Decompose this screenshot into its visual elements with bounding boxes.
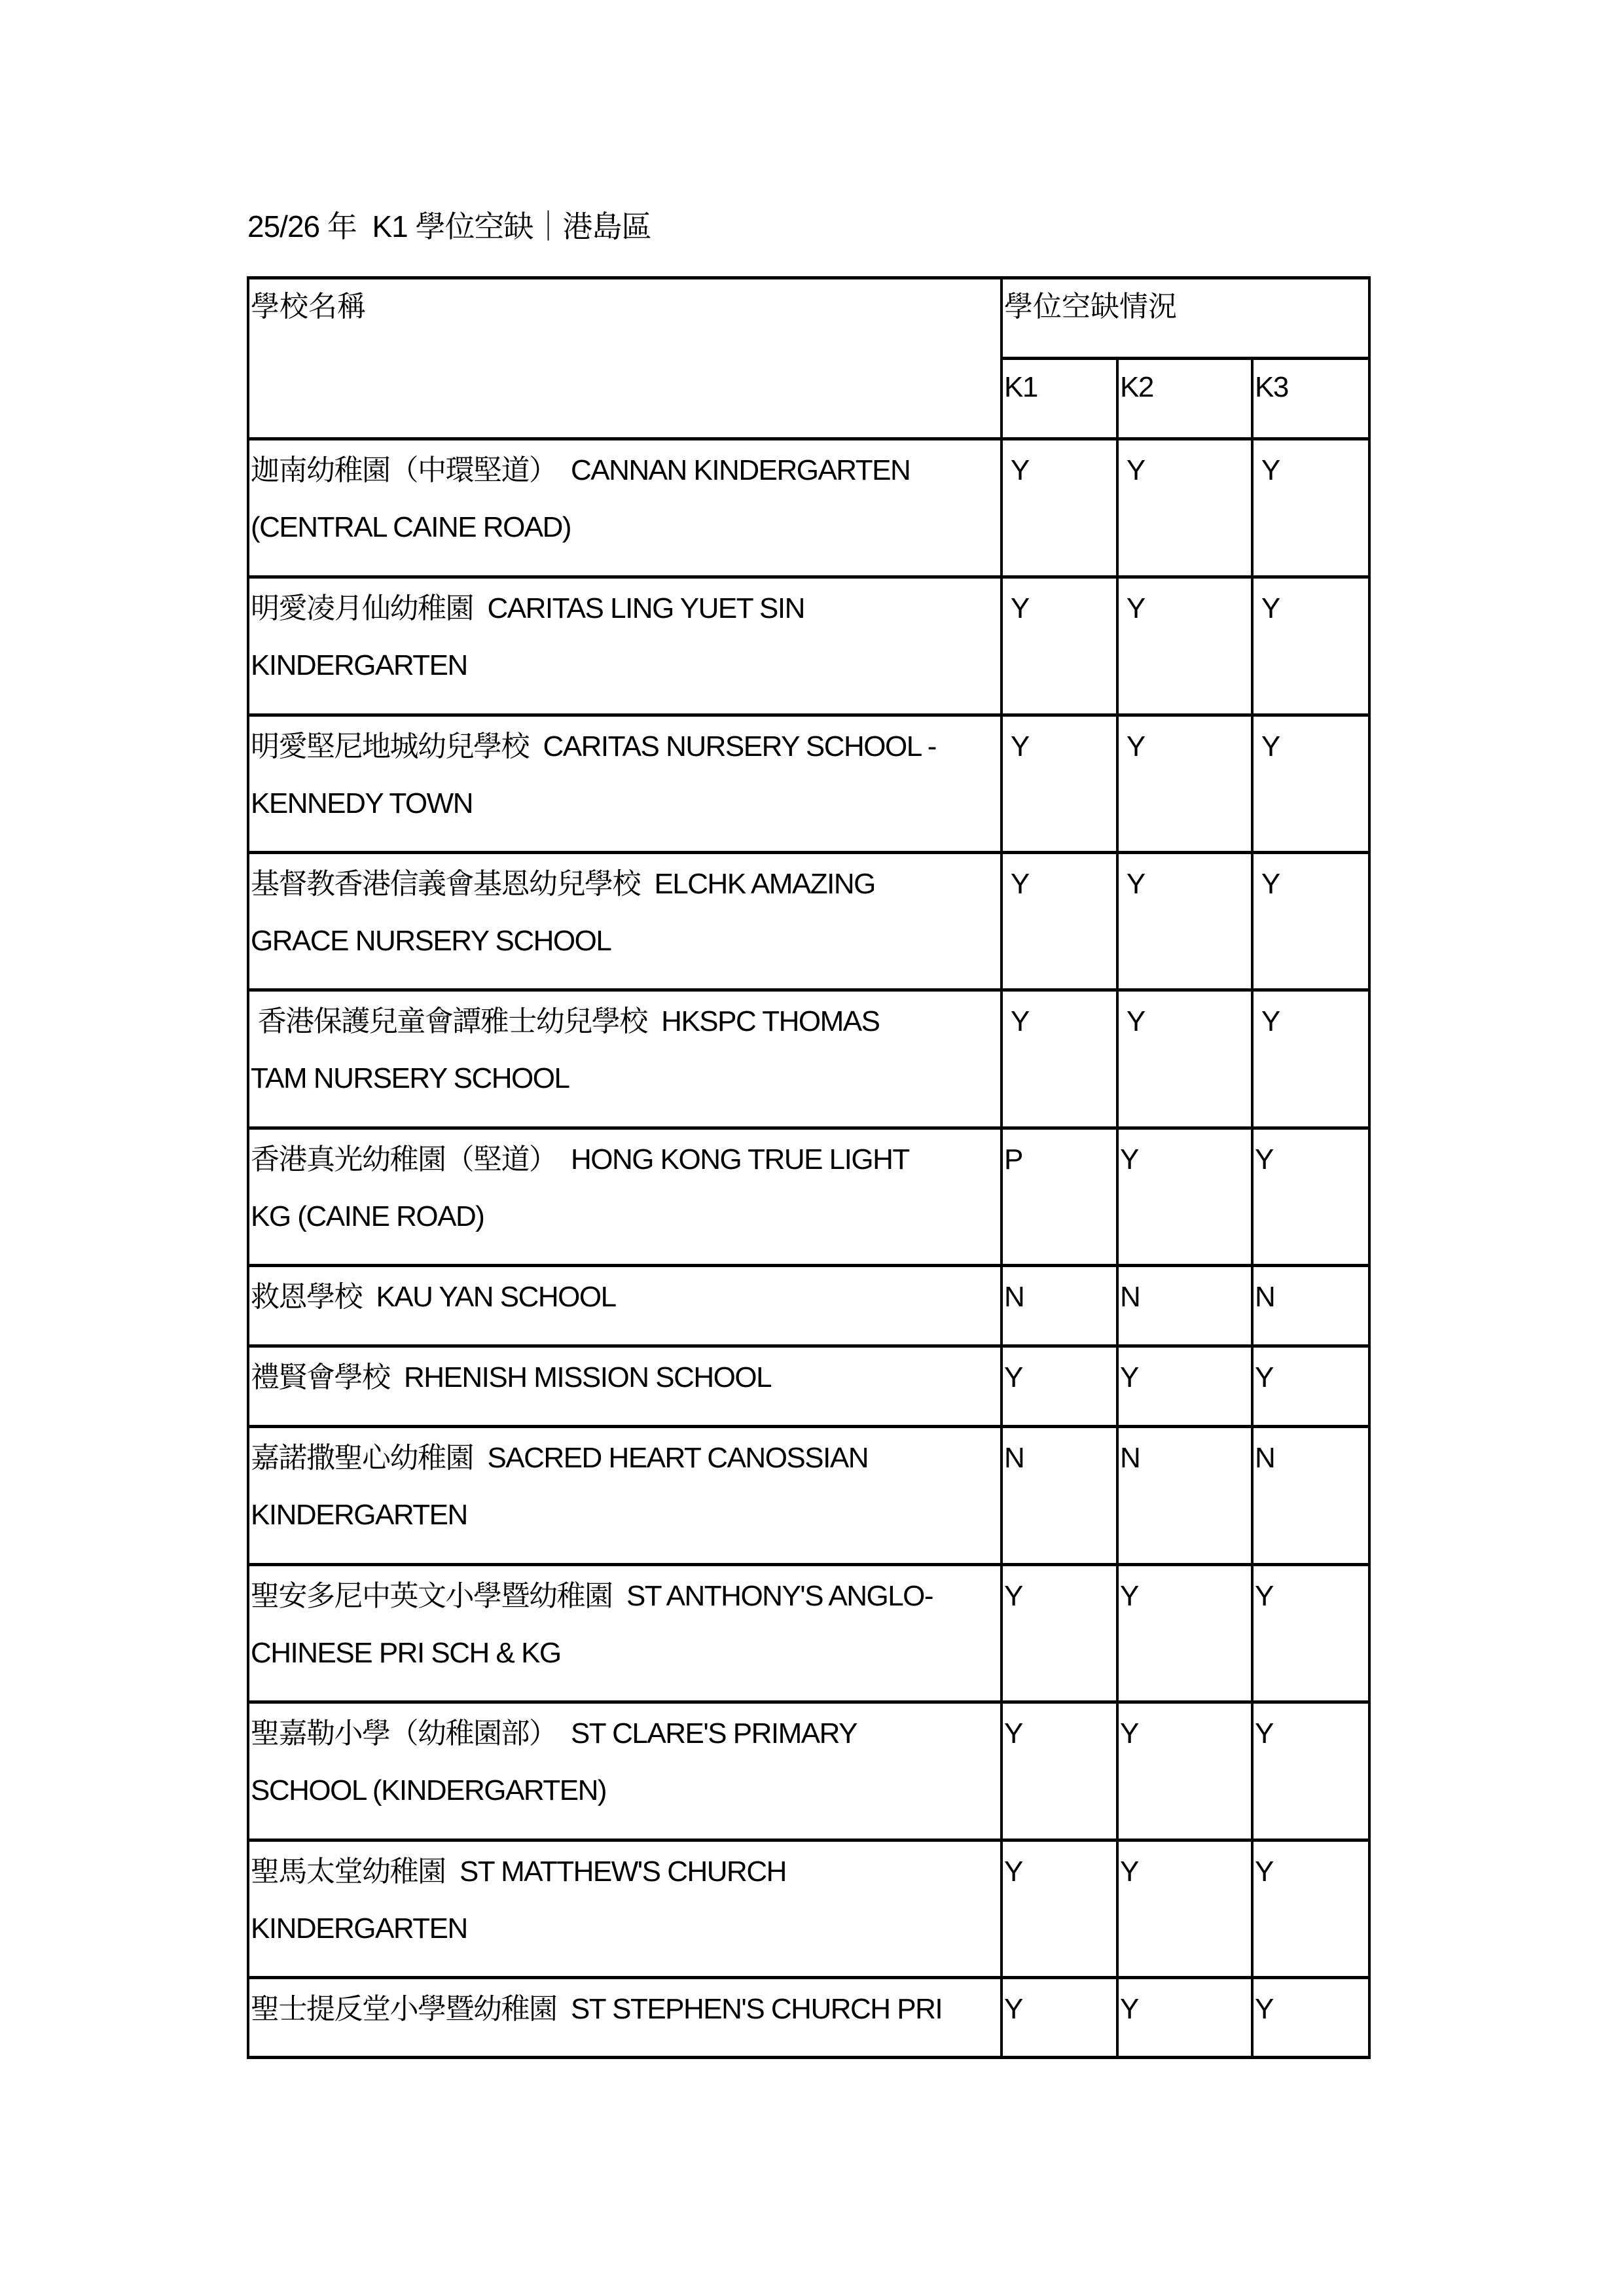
vacancy-k2: Y <box>1120 1717 1138 1749</box>
vacancy-k3: Y <box>1255 1005 1280 1037</box>
row-border <box>247 2056 1371 2059</box>
school-name-line2: KINDERGARTEN <box>251 1912 467 1945</box>
header-vacancy-status: 學位空缺情況 <box>1004 291 1177 323</box>
vacancy-k1: Y <box>1004 592 1029 624</box>
header-level-k1: K1 <box>1004 371 1038 403</box>
vacancy-k3: Y <box>1255 868 1280 900</box>
row-border <box>247 1976 1371 1979</box>
school-name-line2: KENNEDY TOWN <box>251 787 473 819</box>
school-name-line2: SCHOOL (KINDERGARTEN) <box>251 1774 607 1806</box>
school-name-line1: 聖嘉勒小學（幼稚園部） ST CLARE'S PRIMARY <box>251 1717 857 1749</box>
school-name-line1: 明愛堅尼地城幼兒學校 CARITAS NURSERY SCHOOL - <box>251 730 936 762</box>
vacancy-k1: N <box>1004 1281 1024 1313</box>
school-name-line2: CHINESE PRI SCH & KG <box>251 1637 561 1669</box>
row-border <box>247 1264 1371 1267</box>
vacancy-k2: N <box>1120 1442 1140 1474</box>
vacancy-k2: Y <box>1120 1580 1138 1612</box>
vacancy-k1: Y <box>1004 868 1029 900</box>
header-level-k3: K3 <box>1255 371 1288 403</box>
vacancy-k1: Y <box>1004 1005 1029 1037</box>
vacancy-k2: Y <box>1120 1993 1138 2025</box>
column-divider-k1 <box>1116 357 1119 2059</box>
row-border <box>247 1126 1371 1130</box>
school-name-line1: 香港真光幼稚園（堅道） HONG KONG TRUE LIGHT <box>251 1143 909 1175</box>
row-border <box>247 851 1371 854</box>
school-name-line1: 救恩學校 KAU YAN SCHOOL <box>251 1281 616 1313</box>
row-border <box>247 575 1371 579</box>
row-border <box>247 988 1371 992</box>
school-name-line1: 禮賢會學校 RHENISH MISSION SCHOOL <box>251 1361 772 1393</box>
school-name-line2: KINDERGARTEN <box>251 649 467 681</box>
vacancy-k3: Y <box>1255 1856 1273 1888</box>
school-name-line1: 聖士提反堂小學暨幼稚園 ST STEPHEN'S CHURCH PRI <box>251 1993 943 2025</box>
vacancy-k1: Y <box>1004 1993 1022 2025</box>
vacancy-k2: Y <box>1120 730 1145 762</box>
school-name-line2: KG (CAINE ROAD) <box>251 1200 484 1232</box>
school-name-line2: KINDERGARTEN <box>251 1499 467 1531</box>
school-name-line1: 聖安多尼中英文小學暨幼稚園 ST ANTHONY'S ANGLO- <box>251 1580 933 1612</box>
school-name-line1: 明愛凌月仙幼稚園 CARITAS LING YUET SIN <box>251 592 804 624</box>
vacancy-k3: Y <box>1255 730 1280 762</box>
row-border <box>247 1839 1371 1842</box>
table-border-right <box>1368 276 1371 2059</box>
vacancy-k2: Y <box>1120 1143 1138 1175</box>
vacancy-k3: Y <box>1255 592 1280 624</box>
school-name-line1: 基督教香港信義會基恩幼兒學校 ELCHK AMAZING <box>251 868 875 900</box>
column-divider-name <box>1000 276 1003 2059</box>
school-name-line1: 迦南幼稚園（中環堅道） CANNAN KINDERGARTEN <box>251 454 911 486</box>
school-name-line1: 嘉諾撒聖心幼稚園 SACRED HEART CANOSSIAN <box>251 1442 868 1474</box>
row-border <box>247 1344 1371 1348</box>
header-level-k2: K2 <box>1120 371 1153 403</box>
table-border-left <box>247 276 249 2059</box>
page-title: 25/26 年 K1 學位空缺｜港島區 <box>247 209 651 243</box>
vacancy-k2: Y <box>1120 1005 1145 1037</box>
row-border <box>247 1700 1371 1704</box>
vacancy-k1: Y <box>1004 454 1029 486</box>
vacancy-k2: Y <box>1120 868 1145 900</box>
school-name-line1: 香港保護兒童會譚雅士幼兒學校 HKSPC THOMAS <box>251 1005 880 1037</box>
school-name-line2: TAM NURSERY SCHOOL <box>251 1062 569 1094</box>
vacancy-k3: Y <box>1255 1993 1273 2025</box>
row-border <box>247 1563 1371 1566</box>
vacancy-k3: N <box>1255 1281 1275 1313</box>
row-border <box>247 1425 1371 1428</box>
vacancy-k1: Y <box>1004 1717 1022 1749</box>
vacancy-k1: Y <box>1004 1361 1022 1393</box>
vacancy-k1: P <box>1004 1143 1022 1175</box>
school-name-line2: (CENTRAL CAINE ROAD) <box>251 511 571 543</box>
vacancy-k2: N <box>1120 1281 1140 1313</box>
vacancy-k1: N <box>1004 1442 1024 1474</box>
vacancy-k3: N <box>1255 1442 1275 1474</box>
row-border <box>247 713 1371 717</box>
vacancy-k1: Y <box>1004 1856 1022 1888</box>
vacancy-k2: Y <box>1120 592 1145 624</box>
table-border-top <box>247 276 1371 279</box>
vacancy-k3: Y <box>1255 1717 1273 1749</box>
column-divider-k2 <box>1251 357 1254 2059</box>
vacancy-k1: Y <box>1004 1580 1022 1612</box>
vacancy-k2: Y <box>1120 1361 1138 1393</box>
vacancy-k3: Y <box>1255 1361 1273 1393</box>
vacancy-k3: Y <box>1255 1580 1273 1612</box>
vacancy-k1: Y <box>1004 730 1029 762</box>
school-name-line1: 聖馬太堂幼稚園 ST MATTHEW'S CHURCH <box>251 1856 786 1888</box>
header-subdivider <box>1000 357 1371 360</box>
vacancy-k3: Y <box>1255 1143 1273 1175</box>
vacancy-k2: Y <box>1120 1856 1138 1888</box>
vacancy-k3: Y <box>1255 454 1280 486</box>
school-name-line2: GRACE NURSERY SCHOOL <box>251 925 611 957</box>
header-bottom-border <box>247 437 1371 440</box>
vacancy-k2: Y <box>1120 454 1145 486</box>
header-school-name: 學校名稱 <box>251 291 366 323</box>
